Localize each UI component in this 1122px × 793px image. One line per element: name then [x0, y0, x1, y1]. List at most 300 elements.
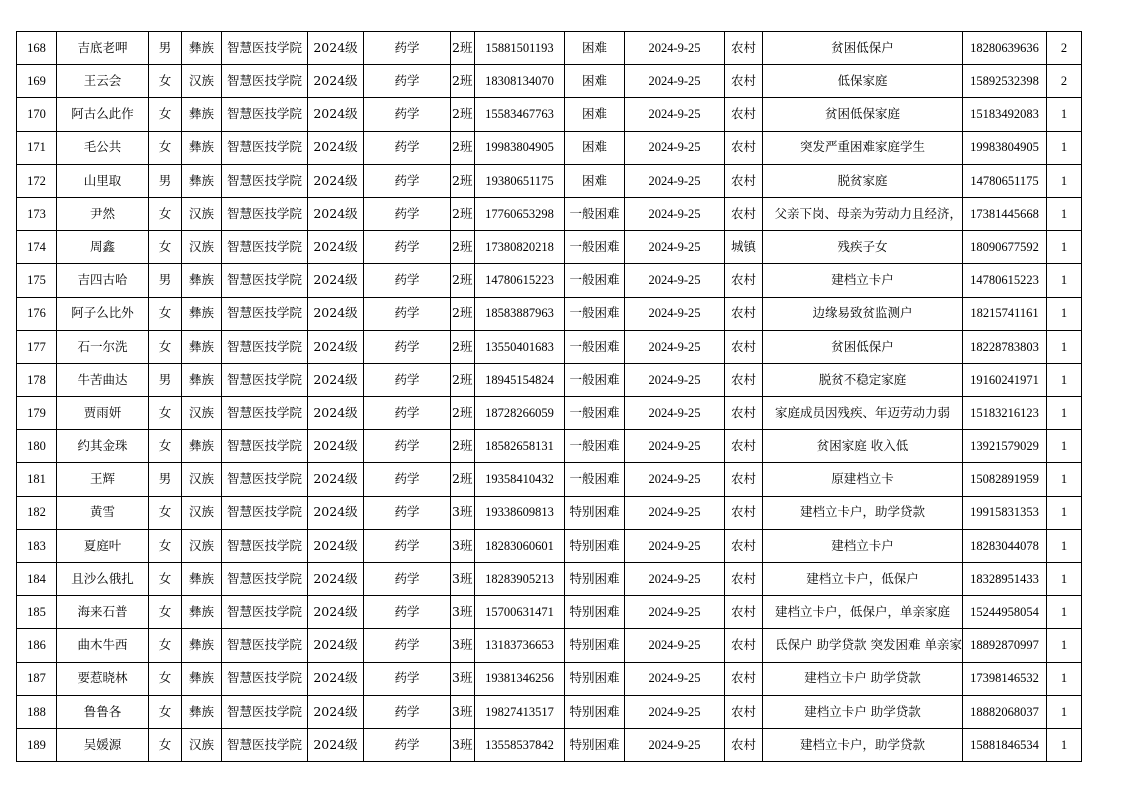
- cell-student-phone: 18308134070: [475, 65, 565, 98]
- cell-contact-phone: 13921579029: [963, 430, 1047, 463]
- cell-student-name: 山里取: [57, 164, 149, 197]
- cell-row-number: 178: [17, 363, 57, 396]
- cell-grade: 2024级: [308, 662, 364, 695]
- cell-college: 智慧医技学院: [222, 65, 308, 98]
- cell-student-name: 毛公共: [57, 131, 149, 164]
- cell-household-type: 城镇: [725, 231, 763, 264]
- cell-difficulty-level: 困难: [565, 131, 625, 164]
- cell-row-number: 187: [17, 662, 57, 695]
- cell-ethnicity: 汉族: [182, 463, 222, 496]
- cell-class: 2班: [451, 98, 475, 131]
- cell-student-name: 海来石普: [57, 596, 149, 629]
- cell-contact-phone: 17398146532: [963, 662, 1047, 695]
- cell-count: 1: [1047, 496, 1082, 529]
- cell-ethnicity: 汉族: [182, 231, 222, 264]
- cell-row-number: 173: [17, 197, 57, 230]
- cell-date: 2024-9-25: [625, 98, 725, 131]
- cell-hardship-reason: 脱贫家庭: [763, 164, 963, 197]
- cell-row-number: 181: [17, 463, 57, 496]
- cell-major: 药学: [364, 264, 451, 297]
- cell-class: 2班: [451, 330, 475, 363]
- cell-college: 智慧医技学院: [222, 629, 308, 662]
- cell-student-phone: 15583467763: [475, 98, 565, 131]
- cell-difficulty-level: 困难: [565, 164, 625, 197]
- cell-household-type: 农村: [725, 131, 763, 164]
- cell-major: 药学: [364, 596, 451, 629]
- cell-college: 智慧医技学院: [222, 197, 308, 230]
- cell-contact-phone: 14780651175: [963, 164, 1047, 197]
- cell-household-type: 农村: [725, 529, 763, 562]
- cell-difficulty-level: 困难: [565, 98, 625, 131]
- cell-contact-phone: 18882068037: [963, 695, 1047, 728]
- cell-ethnicity: 彝族: [182, 563, 222, 596]
- cell-major: 药学: [364, 330, 451, 363]
- table-row: [17, 629, 1082, 662]
- cell-household-type: 农村: [725, 596, 763, 629]
- cell-college: 智慧医技学院: [222, 397, 308, 430]
- cell-row-number: 180: [17, 430, 57, 463]
- cell-date: 2024-9-25: [625, 662, 725, 695]
- cell-count: 2: [1047, 65, 1082, 98]
- cell-date: 2024-9-25: [625, 32, 725, 65]
- cell-count: 1: [1047, 463, 1082, 496]
- cell-student-name: 阿子么比外: [57, 297, 149, 330]
- cell-contact-phone: 18280639636: [963, 32, 1047, 65]
- cell-hardship-reason: 建档立卡户: [763, 529, 963, 562]
- cell-major: 药学: [364, 629, 451, 662]
- cell-grade: 2024级: [308, 98, 364, 131]
- table-row: [17, 32, 1082, 65]
- cell-contact-phone: 19160241971: [963, 363, 1047, 396]
- cell-class: 3班: [451, 529, 475, 562]
- table-row: [17, 330, 1082, 363]
- cell-gender: 女: [149, 231, 182, 264]
- cell-student-name: 夏庭叶: [57, 529, 149, 562]
- cell-household-type: 农村: [725, 164, 763, 197]
- cell-hardship-reason: 低保家庭: [763, 65, 963, 98]
- cell-grade: 2024级: [308, 65, 364, 98]
- cell-student-phone: 13550401683: [475, 330, 565, 363]
- cell-gender: 女: [149, 430, 182, 463]
- cell-contact-phone: 19915831353: [963, 496, 1047, 529]
- cell-class: 2班: [451, 65, 475, 98]
- cell-difficulty-level: 一般困难: [565, 297, 625, 330]
- student-aid-table: [16, 31, 1082, 762]
- cell-class: 2班: [451, 32, 475, 65]
- cell-major: 药学: [364, 197, 451, 230]
- cell-student-phone: 19381346256: [475, 662, 565, 695]
- cell-class: 2班: [451, 131, 475, 164]
- cell-gender: 女: [149, 397, 182, 430]
- cell-student-name: 牛苦曲达: [57, 363, 149, 396]
- table-row: [17, 695, 1082, 728]
- cell-major: 药学: [364, 430, 451, 463]
- cell-ethnicity: 彝族: [182, 98, 222, 131]
- cell-student-name: 尹然: [57, 197, 149, 230]
- cell-major: 药学: [364, 563, 451, 596]
- cell-hardship-reason: 建档立卡户，助学贷款: [763, 728, 963, 761]
- cell-date: 2024-9-25: [625, 65, 725, 98]
- table-row: [17, 563, 1082, 596]
- cell-gender: 女: [149, 695, 182, 728]
- cell-hardship-reason: 氐保户 助学贷款 突发困难 单亲家: [763, 629, 963, 662]
- cell-contact-phone: 19983804905: [963, 131, 1047, 164]
- cell-student-phone: 18283060601: [475, 529, 565, 562]
- cell-grade: 2024级: [308, 264, 364, 297]
- cell-class: 3班: [451, 662, 475, 695]
- cell-hardship-reason: 突发严重困难家庭学生: [763, 131, 963, 164]
- cell-college: 智慧医技学院: [222, 231, 308, 264]
- cell-student-phone: 18283905213: [475, 563, 565, 596]
- cell-count: 1: [1047, 397, 1082, 430]
- cell-contact-phone: 15183492083: [963, 98, 1047, 131]
- cell-household-type: 农村: [725, 728, 763, 761]
- cell-contact-phone: 18283044078: [963, 529, 1047, 562]
- table-row: [17, 463, 1082, 496]
- table-row: [17, 662, 1082, 695]
- cell-student-phone: 15881501193: [475, 32, 565, 65]
- cell-date: 2024-9-25: [625, 430, 725, 463]
- cell-gender: 男: [149, 463, 182, 496]
- cell-student-phone: 19827413517: [475, 695, 565, 728]
- cell-student-phone: 19983804905: [475, 131, 565, 164]
- cell-student-phone: 18728266059: [475, 397, 565, 430]
- cell-class: 3班: [451, 728, 475, 761]
- cell-hardship-reason: 原建档立卡: [763, 463, 963, 496]
- cell-count: 1: [1047, 629, 1082, 662]
- table-row: [17, 728, 1082, 761]
- cell-major: 药学: [364, 363, 451, 396]
- cell-grade: 2024级: [308, 596, 364, 629]
- cell-count: 1: [1047, 164, 1082, 197]
- table-row: [17, 297, 1082, 330]
- cell-grade: 2024级: [308, 629, 364, 662]
- cell-count: 1: [1047, 695, 1082, 728]
- cell-gender: 女: [149, 65, 182, 98]
- cell-household-type: 农村: [725, 463, 763, 496]
- cell-difficulty-level: 特别困难: [565, 728, 625, 761]
- cell-ethnicity: 彝族: [182, 662, 222, 695]
- cell-difficulty-level: 一般困难: [565, 397, 625, 430]
- cell-ethnicity: 汉族: [182, 529, 222, 562]
- cell-household-type: 农村: [725, 297, 763, 330]
- cell-gender: 女: [149, 297, 182, 330]
- cell-gender: 女: [149, 629, 182, 662]
- cell-major: 药学: [364, 662, 451, 695]
- cell-major: 药学: [364, 728, 451, 761]
- cell-class: 2班: [451, 463, 475, 496]
- cell-college: 智慧医技学院: [222, 596, 308, 629]
- table-row: [17, 529, 1082, 562]
- cell-major: 药学: [364, 32, 451, 65]
- cell-student-phone: 14780615223: [475, 264, 565, 297]
- cell-date: 2024-9-25: [625, 463, 725, 496]
- cell-student-name: 曲木牛西: [57, 629, 149, 662]
- cell-grade: 2024级: [308, 397, 364, 430]
- cell-student-name: 要惹晓林: [57, 662, 149, 695]
- cell-row-number: 172: [17, 164, 57, 197]
- cell-major: 药学: [364, 131, 451, 164]
- cell-difficulty-level: 特别困难: [565, 596, 625, 629]
- cell-hardship-reason: 建档立卡户 助学贷款: [763, 695, 963, 728]
- cell-hardship-reason: 家庭成员因残疾、年迈劳动力弱: [763, 397, 963, 430]
- cell-household-type: 农村: [725, 363, 763, 396]
- cell-ethnicity: 彝族: [182, 363, 222, 396]
- cell-difficulty-level: 困难: [565, 32, 625, 65]
- cell-count: 1: [1047, 728, 1082, 761]
- cell-row-number: 177: [17, 330, 57, 363]
- cell-college: 智慧医技学院: [222, 430, 308, 463]
- cell-count: 1: [1047, 297, 1082, 330]
- cell-grade: 2024级: [308, 197, 364, 230]
- cell-count: 1: [1047, 529, 1082, 562]
- cell-college: 智慧医技学院: [222, 131, 308, 164]
- cell-student-phone: 13183736653: [475, 629, 565, 662]
- cell-grade: 2024级: [308, 430, 364, 463]
- cell-gender: 女: [149, 728, 182, 761]
- cell-ethnicity: 汉族: [182, 197, 222, 230]
- cell-student-phone: 19380651175: [475, 164, 565, 197]
- cell-class: 3班: [451, 496, 475, 529]
- cell-row-number: 183: [17, 529, 57, 562]
- cell-class: 3班: [451, 629, 475, 662]
- cell-ethnicity: 彝族: [182, 131, 222, 164]
- table-row: [17, 131, 1082, 164]
- cell-college: 智慧医技学院: [222, 728, 308, 761]
- cell-row-number: 179: [17, 397, 57, 430]
- cell-college: 智慧医技学院: [222, 662, 308, 695]
- cell-gender: 男: [149, 32, 182, 65]
- table-row: [17, 164, 1082, 197]
- cell-class: 3班: [451, 596, 475, 629]
- cell-student-name: 阿古么此作: [57, 98, 149, 131]
- cell-grade: 2024级: [308, 32, 364, 65]
- cell-hardship-reason: 建档立卡户 助学贷款: [763, 662, 963, 695]
- table-row: [17, 363, 1082, 396]
- cell-class: 2班: [451, 430, 475, 463]
- cell-contact-phone: 15082891959: [963, 463, 1047, 496]
- cell-row-number: 176: [17, 297, 57, 330]
- cell-contact-phone: 14780615223: [963, 264, 1047, 297]
- cell-household-type: 农村: [725, 98, 763, 131]
- cell-college: 智慧医技学院: [222, 563, 308, 596]
- cell-contact-phone: 18228783803: [963, 330, 1047, 363]
- cell-household-type: 农村: [725, 695, 763, 728]
- cell-contact-phone: 15244958054: [963, 596, 1047, 629]
- cell-household-type: 农村: [725, 65, 763, 98]
- cell-household-type: 农村: [725, 264, 763, 297]
- cell-row-number: 186: [17, 629, 57, 662]
- cell-student-phone: 19338609813: [475, 496, 565, 529]
- cell-date: 2024-9-25: [625, 529, 725, 562]
- cell-household-type: 农村: [725, 397, 763, 430]
- cell-major: 药学: [364, 529, 451, 562]
- cell-contact-phone: 15892532398: [963, 65, 1047, 98]
- cell-college: 智慧医技学院: [222, 529, 308, 562]
- cell-student-phone: 15700631471: [475, 596, 565, 629]
- cell-ethnicity: 汉族: [182, 65, 222, 98]
- cell-major: 药学: [364, 164, 451, 197]
- cell-college: 智慧医技学院: [222, 264, 308, 297]
- cell-household-type: 农村: [725, 330, 763, 363]
- cell-date: 2024-9-25: [625, 231, 725, 264]
- cell-class: 2班: [451, 231, 475, 264]
- cell-class: 2班: [451, 397, 475, 430]
- cell-date: 2024-9-25: [625, 629, 725, 662]
- cell-student-name: 鲁鲁各: [57, 695, 149, 728]
- cell-date: 2024-9-25: [625, 164, 725, 197]
- cell-student-phone: 19358410432: [475, 463, 565, 496]
- cell-contact-phone: 15881846534: [963, 728, 1047, 761]
- cell-difficulty-level: 一般困难: [565, 463, 625, 496]
- cell-ethnicity: 彝族: [182, 164, 222, 197]
- cell-class: 3班: [451, 563, 475, 596]
- cell-ethnicity: 汉族: [182, 496, 222, 529]
- cell-class: 2班: [451, 297, 475, 330]
- cell-student-name: 石一尔洗: [57, 330, 149, 363]
- cell-date: 2024-9-25: [625, 363, 725, 396]
- cell-difficulty-level: 特别困难: [565, 662, 625, 695]
- cell-college: 智慧医技学院: [222, 695, 308, 728]
- cell-grade: 2024级: [308, 463, 364, 496]
- cell-major: 药学: [364, 695, 451, 728]
- cell-date: 2024-9-25: [625, 695, 725, 728]
- cell-class: 2班: [451, 264, 475, 297]
- cell-difficulty-level: 特别困难: [565, 496, 625, 529]
- cell-college: 智慧医技学院: [222, 32, 308, 65]
- cell-row-number: 174: [17, 231, 57, 264]
- cell-grade: 2024级: [308, 164, 364, 197]
- cell-gender: 女: [149, 330, 182, 363]
- cell-grade: 2024级: [308, 131, 364, 164]
- cell-row-number: 185: [17, 596, 57, 629]
- cell-household-type: 农村: [725, 32, 763, 65]
- cell-student-name: 吉四古哈: [57, 264, 149, 297]
- cell-row-number: 189: [17, 728, 57, 761]
- cell-contact-phone: 18328951433: [963, 563, 1047, 596]
- cell-date: 2024-9-25: [625, 563, 725, 596]
- cell-class: 3班: [451, 695, 475, 728]
- cell-row-number: 184: [17, 563, 57, 596]
- cell-gender: 男: [149, 164, 182, 197]
- cell-date: 2024-9-25: [625, 728, 725, 761]
- cell-ethnicity: 彝族: [182, 32, 222, 65]
- cell-date: 2024-9-25: [625, 131, 725, 164]
- cell-hardship-reason: 贫困低保家庭: [763, 98, 963, 131]
- table-row: [17, 430, 1082, 463]
- table-row: [17, 264, 1082, 297]
- cell-gender: 女: [149, 98, 182, 131]
- cell-grade: 2024级: [308, 728, 364, 761]
- cell-major: 药学: [364, 231, 451, 264]
- cell-major: 药学: [364, 297, 451, 330]
- cell-student-name: 且沙么俄扎: [57, 563, 149, 596]
- cell-difficulty-level: 特别困难: [565, 529, 625, 562]
- cell-count: 1: [1047, 98, 1082, 131]
- cell-college: 智慧医技学院: [222, 496, 308, 529]
- cell-date: 2024-9-25: [625, 330, 725, 363]
- cell-hardship-reason: 脱贫不稳定家庭: [763, 363, 963, 396]
- cell-row-number: 171: [17, 131, 57, 164]
- cell-student-phone: 18945154824: [475, 363, 565, 396]
- cell-student-phone: 17760653298: [475, 197, 565, 230]
- cell-row-number: 168: [17, 32, 57, 65]
- cell-student-phone: 17380820218: [475, 231, 565, 264]
- cell-college: 智慧医技学院: [222, 330, 308, 363]
- cell-ethnicity: 彝族: [182, 629, 222, 662]
- cell-difficulty-level: 一般困难: [565, 430, 625, 463]
- cell-major: 药学: [364, 98, 451, 131]
- cell-college: 智慧医技学院: [222, 463, 308, 496]
- table-row: [17, 596, 1082, 629]
- cell-student-name: 吴媛源: [57, 728, 149, 761]
- cell-grade: 2024级: [308, 496, 364, 529]
- cell-hardship-reason: 贫困家庭 收入低: [763, 430, 963, 463]
- cell-difficulty-level: 困难: [565, 65, 625, 98]
- cell-college: 智慧医技学院: [222, 363, 308, 396]
- cell-class: 2班: [451, 197, 475, 230]
- cell-grade: 2024级: [308, 563, 364, 596]
- cell-hardship-reason: 贫困低保户: [763, 32, 963, 65]
- cell-count: 1: [1047, 363, 1082, 396]
- cell-date: 2024-9-25: [625, 397, 725, 430]
- cell-grade: 2024级: [308, 695, 364, 728]
- cell-difficulty-level: 一般困难: [565, 231, 625, 264]
- cell-ethnicity: 汉族: [182, 397, 222, 430]
- cell-hardship-reason: 边缘易致贫监测户: [763, 297, 963, 330]
- cell-ethnicity: 彝族: [182, 430, 222, 463]
- cell-gender: 女: [149, 197, 182, 230]
- cell-hardship-reason: 建档立卡户，低保户: [763, 563, 963, 596]
- cell-student-name: 黄雪: [57, 496, 149, 529]
- table-row: [17, 98, 1082, 131]
- cell-count: 1: [1047, 197, 1082, 230]
- cell-student-name: 王辉: [57, 463, 149, 496]
- cell-grade: 2024级: [308, 363, 364, 396]
- cell-class: 2班: [451, 164, 475, 197]
- cell-ethnicity: 彝族: [182, 695, 222, 728]
- cell-date: 2024-9-25: [625, 264, 725, 297]
- cell-student-phone: 13558537842: [475, 728, 565, 761]
- cell-gender: 女: [149, 596, 182, 629]
- cell-gender: 女: [149, 529, 182, 562]
- cell-college: 智慧医技学院: [222, 98, 308, 131]
- cell-difficulty-level: 一般困难: [565, 363, 625, 396]
- cell-hardship-reason: 残疾子女: [763, 231, 963, 264]
- cell-date: 2024-9-25: [625, 197, 725, 230]
- cell-household-type: 农村: [725, 496, 763, 529]
- cell-difficulty-level: 一般困难: [565, 264, 625, 297]
- cell-count: 1: [1047, 662, 1082, 695]
- cell-student-name: 约其金珠: [57, 430, 149, 463]
- cell-student-name: 吉底老呷: [57, 32, 149, 65]
- cell-student-name: 贾雨妍: [57, 397, 149, 430]
- cell-hardship-reason: 建档立卡户，助学贷款: [763, 496, 963, 529]
- table-row: [17, 496, 1082, 529]
- cell-household-type: 农村: [725, 197, 763, 230]
- cell-grade: 2024级: [308, 529, 364, 562]
- table-row: [17, 197, 1082, 230]
- cell-row-number: 170: [17, 98, 57, 131]
- cell-grade: 2024级: [308, 330, 364, 363]
- cell-ethnicity: 汉族: [182, 728, 222, 761]
- cell-row-number: 182: [17, 496, 57, 529]
- cell-count: 1: [1047, 596, 1082, 629]
- cell-gender: 女: [149, 563, 182, 596]
- cell-count: 1: [1047, 563, 1082, 596]
- cell-major: 药学: [364, 65, 451, 98]
- cell-major: 药学: [364, 397, 451, 430]
